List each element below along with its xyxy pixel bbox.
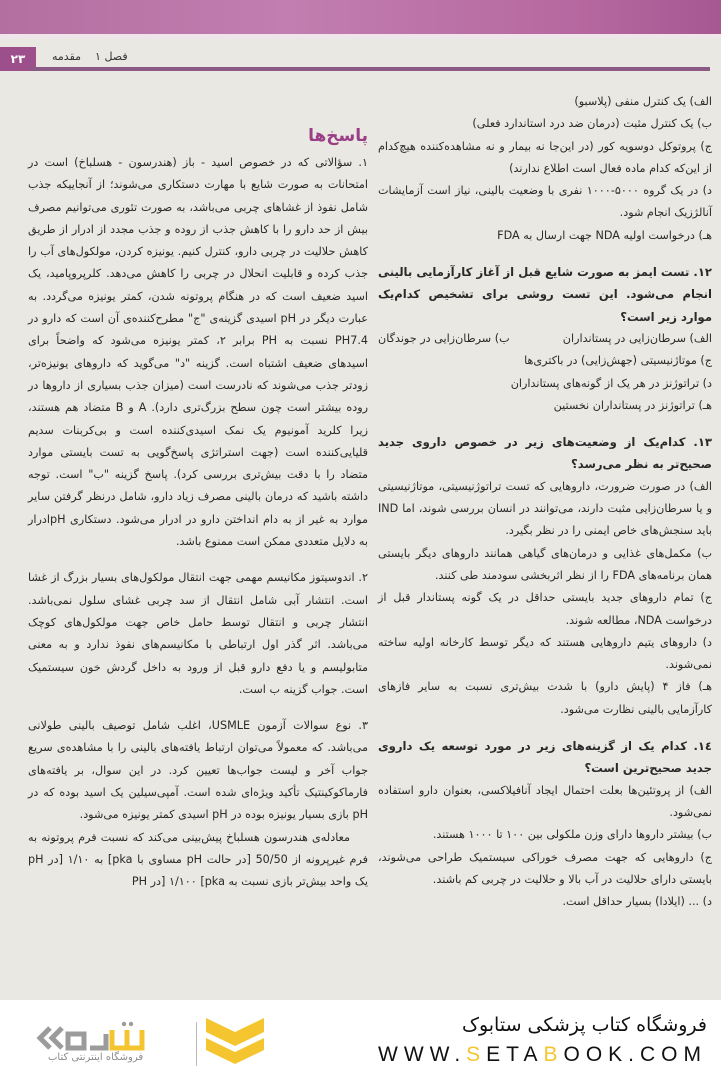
question-12 xyxy=(378,261,712,417)
store-banner xyxy=(0,1000,721,1079)
q13-stem: ۱۳. کدام‌یک از وضعیت‌های زیر در خصوص داروی جدید صحیح‌تر به نظر می‌رسد؟ xyxy=(378,435,712,472)
brand-tagline: فروشگاه اینترنتی کتاب xyxy=(48,1052,144,1063)
q13-option-d: د) داروهای یتیم داروهایی هستند که دیگر توسط کارخانه اولیه ساخته نمی‌شوند. xyxy=(378,635,712,672)
question-11-options xyxy=(378,91,712,247)
url-part-highlight: S xyxy=(466,1043,487,1066)
q11-option-d: د) در یک گروه ۵۰۰۰-۱۰۰۰ نفری با وضعیت بالینی، نیاز است آزمایشات آنالژزیک انجام شود. xyxy=(378,184,712,220)
answer-1: ۱. سؤالاتی که در خصوص اسید - باز (هندرسون - هسلباخ) است در امتحانات به صورت شایع با مهارت دستکاری می‌شوند؛ از آنجاییکه جذب شامل نفوذ از غشاهای چربی می‌باشد، به صورت تئوری می‌توانیم مصرف بیش از حد دارو را با کاهش جذب از روده و جذب مجدد از ادرار از طریق کاهش حلالیت در چربی دارو، کنترل کنیم. یونیزه کردن، مولکول‌های آب را جذب کرده و قابلیت انحلال در چربی را کاهش می‌دهد. کلرپروپامید، یک اسید ضعیف است که در هنگام پروتونه شدن، کمتر یونیزه می‌گردد. به عبارت دیگر در pH اسیدی گزینه‌ی "ج" مطرح‌کننده‌ی آن است که دارو در PH7.4 نسبت به PH برابر ۲، کمتر یونیزه می‌شود که واضحاً برای اسیدهای ضعیف اشتباه است. گزینه "د" می‌گوید که داروهای یونیزه‌تر، زودتر جذب می‌شوند که نادرست است (میزان جذب بسیاری از داروها در روده بیشتر است چون سطح بزرگ‌تری دارد). A و B متضاد هم هستند، زیرا کلرید آمونیوم یک نمک اسیدی‌کننده است و بی‌کربنات سدیم قلیایی‌کننده است (جهت استراتژی پاسخ‌گویی به تست بایستی موارد متضاد را با دقت بیش‌تری بررسی کرد). پاسخ گزینه "ب" است. توجه داشته باشید که درمان بالینی مصرف زیاد دارو، شامل درنظر گرفتن سایر موارد به غیر از به دام انداختن دارو در ادرار می‌شود. دستکاری pHادرار به دلایل متعددی ممکن است ممنوع باشد. xyxy=(28,156,368,549)
url-part: OOK.COM xyxy=(563,1043,707,1066)
answer-3: ۳. نوع سوالات آزمون USMLE، اغلب شامل توصیف بالینی طولانی می‌باشد. که معمولاً می‌توان ارتباط یافته‌های بالینی را با مشاهده‌ی سریع جواب آخر و لیست جواب‌ها تعیین کرد. در این سوال، بر یافته‌های فارماکوکینتیک تأکید ویژه‌ای شده است. آمپی‌سیلین یک اسید بوده که در pH بازی بسیار یونیزه بوده در pH اسیدی کمتر یونیزه می‌شود. xyxy=(28,719,368,822)
header-rule xyxy=(30,67,710,71)
q14-stem: ۱٤. کدام یک از گزینه‌های زیر در مورد توسعه یک داروی جدید صحیح‌ترین است؟ xyxy=(378,739,712,776)
q14-option-c: ج) داروهایی که جهت مصرف خوراکی سیستمیک طراحی می‌شوند، بایستی دارای حلالیت در آب بالا و حلالیت در چربی کم باشند. xyxy=(378,850,712,886)
q11-option-e: هـ) درخواست اولیه NDA جهت ارسال به FDA xyxy=(497,228,712,242)
chapter-label: فصل ۱ xyxy=(95,50,128,63)
question-14 xyxy=(378,735,712,913)
q14-option-a: الف) از پروتئین‌ها بعلت احتمال ایجاد آنافیلاکسی، بعنوان دارو استفاده نمی‌شود. xyxy=(378,783,712,819)
questions-column xyxy=(378,91,712,913)
q14-option-b: ب) بیشتر داروها دارای وزن ملکولی بین ۱۰۰ تا ۱۰۰۰ هستند. xyxy=(432,828,712,842)
q11-option-c: ج) پروتوکل دوسویه کور (در این‌جا نه بیمار و نه مشاهده‌کننده هیچ‌کدام از این‌که کدام ماده فعال است اطلاع ندارند) xyxy=(378,139,712,175)
q13-option-e: هـ) فاز ۴ (پایش دارو) با شدت بیش‌تری نسبت به سایر فازهای کارآزمایی بالینی نظارت می‌شود. xyxy=(378,680,712,716)
question-13 xyxy=(378,431,712,721)
running-head xyxy=(52,50,128,63)
store-name: فروشگاه کتاب پزشکی ستابوک xyxy=(461,1014,707,1036)
q12-stem: ۱۲. تست ایمز به صورت شایع قبل از آغاز کارآزمایی بالینی انجام می‌شود. این تست روشی برای تشخیص کدام‌یک موارد زیر است؟ xyxy=(378,265,712,324)
q12-option-a: الف) سرطان‌زایی در پستانداران xyxy=(562,331,712,345)
chevron-emblem-icon xyxy=(206,1018,264,1064)
q12-option-c: ج) موتاژنیسیتی (جهش‌زایی) در باکتری‌ها xyxy=(524,354,712,368)
q11-option-a: الف) یک کنترل منفی (پلاسبو) xyxy=(574,95,712,108)
q12-option-d: د) تراتوژنز در هر یک از گونه‌های پستانداران xyxy=(510,376,712,390)
store-url[interactable] xyxy=(378,1043,707,1067)
url-part: ETA xyxy=(486,1043,544,1066)
q14-option-d: د) ... (ایلادا) بسیار حداقل است. xyxy=(562,895,712,909)
header-band-edge xyxy=(0,34,721,38)
url-part: WWW. xyxy=(378,1043,467,1066)
header-color-band xyxy=(0,0,721,36)
q13-option-b: ب) مکمل‌های غذایی و درمان‌های گیاهی همانند داروهای دیگر بایستی همان برنامه‌های FDA را از نظر اثربخشی سودمند طی کنند. xyxy=(378,546,712,582)
page-number: ۲۳ xyxy=(10,52,26,66)
logo-divider xyxy=(196,1022,197,1066)
q12-option-b: ب) سرطان‌زایی در جوندگان xyxy=(378,331,510,345)
q13-option-c: ج) تمام داروهای جدید بایستی حداقل در یک گونه پستاندار قبل از درخواست NDA، مطالعه شوند. xyxy=(378,591,712,627)
q12-option-e: هـ) تراتوژنز در پستانداران نخستین xyxy=(553,398,712,412)
q13-option-a: الف) در صورت ضرورت، داروهایی که تست تراتوژنیسیتی، موتاژنیسیتی و یا سرطان‌زایی مثبت دارند، می‌توانند در انسان بررسی شوند، اما IND باید سنجش‌های خاص ایمنی را در نظر بگیرد. xyxy=(378,479,712,538)
section-label: مقدمه xyxy=(52,50,82,63)
answer-2: ۲. اندوسیتوز مکانیسم مهمی جهت انتقال مولکول‌های بسیار بزرگ از غشا است. انتشار آبی شامل انتقال از سد چربی غشای سلول نمی‌باشد. انتشار چربی و انتقال توسط حامل خاص جهت مولکول‌های کوچک می‌باشد. اثر گذر اول ارتباطی با مکانیسم‌های نفوذ ندارد و به معنی متابولیسم و یا دفع دارو قبل از ورود به داخل گردش خون سیستمیک است. جواب گزینه ب است. xyxy=(28,571,368,696)
url-part-highlight: B xyxy=(543,1043,564,1066)
answers-title: پاسخ‌ها xyxy=(308,126,368,146)
answers-column xyxy=(28,122,368,908)
q12-options-row-1 xyxy=(378,328,712,350)
answer-3-continued: معادله‌ی هندرسون هسلباخ پیش‌بینی می‌کند که نسبت فرم پروتونه به فرم غیرپرونه از 50/50 [در حالت pH مساوی با pka] به ۱/۱۰ [در pH یک واحد بیش‌تر بازی نسبت به pka] ۱/۱۰۰ [در PH xyxy=(28,830,368,889)
q11-option-b: ب) یک کنترل مثبت (درمان ضد درد استاندارد فعلی) xyxy=(472,117,712,131)
